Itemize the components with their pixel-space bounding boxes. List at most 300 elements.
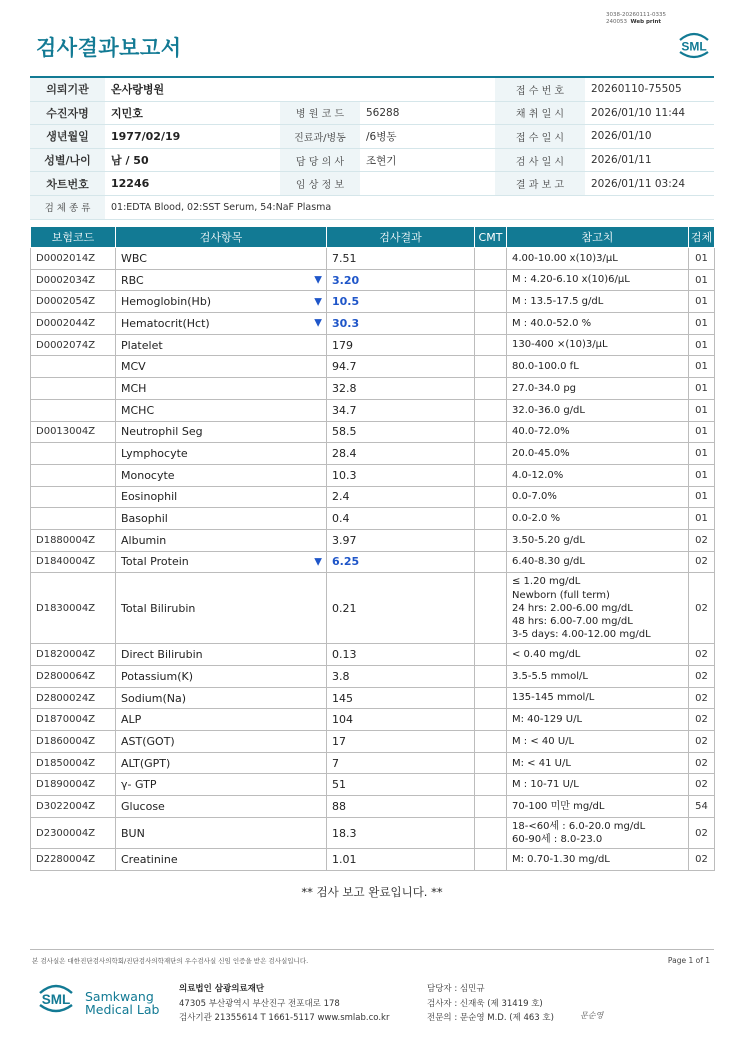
info-label: 진료과/병동 — [280, 125, 360, 149]
specimen-code: 01 — [689, 356, 715, 378]
reference-range — [507, 774, 689, 796]
cmt-cell — [475, 573, 507, 644]
result-value: 0.4 — [327, 508, 475, 530]
cmt-cell — [475, 709, 507, 731]
reference-line: 3.5-5.5 mmol/L — [512, 670, 588, 682]
staff-specialist: 전문의 : 문순영 M.D. (제 463 호) — [427, 1013, 554, 1023]
result-value: 51 — [327, 774, 475, 796]
test-item-name: Creatinine — [121, 853, 178, 867]
result-value: 18.3 — [327, 817, 475, 848]
test-item-name: MCV — [121, 360, 146, 374]
result-value: 104 — [327, 709, 475, 731]
info-label: 차트번호 — [30, 172, 105, 196]
specimen-value: 01:EDTA Blood, 02:SST Serum, 54:NaF Plasma — [105, 195, 714, 219]
test-item-name: BUN — [121, 826, 145, 840]
cmt-cell — [475, 687, 507, 709]
test-item — [116, 817, 327, 848]
org-contact: 검사기관 21355614 T 1661-5117 www.smlab.co.kr — [179, 1013, 390, 1023]
test-item-name: Direct Bilirubin — [121, 648, 203, 662]
reference-range — [507, 334, 689, 356]
result-value: 7.51 — [327, 248, 475, 270]
reference-range — [507, 313, 689, 335]
test-item — [116, 752, 327, 774]
result-value: 0.21 — [327, 573, 475, 644]
col-result: 검사결과 — [327, 227, 475, 248]
insurance-code — [31, 399, 116, 421]
reference-line: 70-100 미만 mg/dL — [512, 800, 605, 812]
specimen-code: 01 — [689, 464, 715, 486]
reference-range — [507, 644, 689, 666]
specimen-code: 02 — [689, 666, 715, 688]
insurance-code: D1850004Z — [31, 752, 116, 774]
insurance-code: D1840004Z — [31, 551, 116, 573]
specimen-code: 02 — [689, 573, 715, 644]
cmt-cell — [475, 666, 507, 688]
specimen-code: 01 — [689, 486, 715, 508]
reference-line: 32.0-36.0 g/dL — [512, 404, 585, 416]
reference-line: 6.40-8.30 g/dL — [512, 556, 585, 568]
results-header-row — [31, 227, 715, 248]
info-label — [280, 77, 360, 101]
test-item — [116, 551, 327, 573]
result-row — [31, 399, 715, 421]
test-item-name: ALT(GPT) — [121, 756, 171, 770]
info-value: 1977/02/19 — [105, 125, 280, 149]
insurance-code: D0002034Z — [31, 269, 116, 291]
reference-line: M : 13.5-17.5 g/dL — [512, 296, 604, 308]
reference-range — [507, 752, 689, 774]
info-label: 수진자명 — [30, 101, 105, 125]
result-value: 6.25 — [327, 551, 475, 573]
specimen-code: 02 — [689, 774, 715, 796]
reference-line: 4.0-12.0% — [512, 469, 564, 481]
specimen-row — [30, 195, 714, 219]
reference-line: M : 4.20-6.10 x(10)6/μL — [512, 274, 630, 286]
result-row — [31, 291, 715, 313]
result-row — [31, 573, 715, 644]
test-item-name: Potassium(K) — [121, 669, 194, 683]
brand-line1: Samkwang — [85, 989, 154, 1004]
result-row — [31, 443, 715, 465]
test-item-name: MCHC — [121, 403, 155, 417]
result-value: 3.97 — [327, 529, 475, 551]
brand-line2: Medical Lab — [85, 1002, 160, 1017]
insurance-code: D2800064Z — [31, 666, 116, 688]
result-row — [31, 796, 715, 818]
result-value: 7 — [327, 752, 475, 774]
result-value: 58.5 — [327, 421, 475, 443]
specimen-code: 02 — [689, 731, 715, 753]
reference-line: M : 40.0-52.0 % — [512, 317, 592, 329]
reference-line: 60-90세 : 8.0-23.0 — [512, 834, 603, 846]
insurance-code: D1820004Z — [31, 644, 116, 666]
specimen-code: 01 — [689, 334, 715, 356]
result-value: 2.4 — [327, 486, 475, 508]
result-value: 10.5 — [327, 291, 475, 313]
insurance-code: D0002074Z — [31, 334, 116, 356]
reference-line: ≤ 1.20 mg/dL — [512, 576, 581, 588]
test-item-name: Total Protein — [121, 555, 189, 569]
specimen-code: 54 — [689, 796, 715, 818]
organization-info — [179, 982, 389, 1026]
logo-text-bottom: SML — [41, 992, 71, 1007]
insurance-code — [31, 378, 116, 400]
result-row — [31, 313, 715, 335]
insurance-code: D1890004Z — [31, 774, 116, 796]
reference-range — [507, 508, 689, 530]
insurance-code — [31, 508, 116, 530]
reference-range — [507, 464, 689, 486]
info-label: 성별/나이 — [30, 148, 105, 172]
staff-tester: 검사자 : 신재욱 (제 31419 호) — [427, 998, 543, 1009]
test-item — [116, 508, 327, 530]
document-code — [606, 12, 666, 25]
reference-line: < 0.40 mg/dL — [512, 649, 581, 661]
reference-range — [507, 421, 689, 443]
cmt-cell — [475, 774, 507, 796]
test-item — [116, 731, 327, 753]
info-value — [360, 77, 495, 101]
specimen-code: 01 — [689, 443, 715, 465]
cmt-cell — [475, 508, 507, 530]
info-value: 2026/01/10 — [585, 125, 714, 149]
test-item — [116, 399, 327, 421]
test-item — [116, 486, 327, 508]
info-label: 결 과 보 고 — [495, 172, 585, 196]
specimen-code: 02 — [689, 849, 715, 871]
info-value: 56288 — [360, 101, 495, 125]
result-value: 17 — [327, 731, 475, 753]
cmt-cell — [475, 551, 507, 573]
specimen-code: 02 — [689, 644, 715, 666]
result-value: 88 — [327, 796, 475, 818]
reference-line: 18-<60세 : 6.0-20.0 mg/dL — [512, 820, 646, 832]
insurance-code: D0002014Z — [31, 248, 116, 270]
result-row — [31, 269, 715, 291]
cmt-cell — [475, 464, 507, 486]
low-flag-icon: ▼ — [314, 556, 322, 568]
result-value: 145 — [327, 687, 475, 709]
insurance-code — [31, 443, 116, 465]
low-flag-icon: ▼ — [314, 317, 322, 329]
result-value: 0.13 — [327, 644, 475, 666]
test-item-name: AST(GOT) — [121, 734, 175, 748]
reference-line: M : 10-71 U/L — [512, 779, 579, 791]
info-value: 조현기 — [360, 148, 495, 172]
info-value: 2026/01/11 03:24 — [585, 172, 714, 196]
test-item-name: ALP — [121, 713, 142, 727]
test-item-name: MCH — [121, 381, 147, 395]
result-value: 30.3 — [327, 313, 475, 335]
reference-line: 40.0-72.0% — [512, 426, 570, 438]
result-row — [31, 644, 715, 666]
reference-line: 3-5 days: 4.00-12.00 mg/dL — [512, 629, 651, 641]
insurance-code: D1860004Z — [31, 731, 116, 753]
cmt-cell — [475, 313, 507, 335]
cmt-cell — [475, 334, 507, 356]
test-item — [116, 334, 327, 356]
info-row — [30, 172, 714, 196]
logo-text-top: SML — [681, 39, 707, 54]
test-item-name: RBC — [121, 273, 144, 287]
result-value: 179 — [327, 334, 475, 356]
reference-range — [507, 443, 689, 465]
test-item — [116, 644, 327, 666]
insurance-code: D0002054Z — [31, 291, 116, 313]
test-item — [116, 666, 327, 688]
col-specimen: 검체 — [689, 227, 715, 248]
test-item — [116, 313, 327, 335]
specimen-code: 01 — [689, 399, 715, 421]
cmt-cell — [475, 421, 507, 443]
specimen-code: 01 — [689, 248, 715, 270]
test-item — [116, 849, 327, 871]
result-row — [31, 849, 715, 871]
reference-range — [507, 573, 689, 644]
low-flag-icon: ▼ — [314, 295, 322, 307]
specimen-code: 02 — [689, 529, 715, 551]
cmt-cell — [475, 378, 507, 400]
result-value: 3.8 — [327, 666, 475, 688]
test-item-name: Platelet — [121, 338, 163, 352]
certification-note: 본 검사실은 대한진단검사의학회/진단검사의학재단의 우수검사실 신임 인증을 받은 검사실입니다. — [32, 957, 309, 965]
test-item — [116, 796, 327, 818]
report-complete-note: ** 검사 보고 완료입니다. ** — [301, 885, 443, 899]
cmt-cell — [475, 248, 507, 270]
result-value: 94.7 — [327, 356, 475, 378]
reference-line: 130-400 ×(10)3/μL — [512, 339, 608, 351]
insurance-code: D1870004Z — [31, 709, 116, 731]
test-item — [116, 356, 327, 378]
info-value: 온사랑병원 — [105, 77, 280, 101]
result-value: 32.8 — [327, 378, 475, 400]
result-row — [31, 666, 715, 688]
test-item — [116, 687, 327, 709]
sml-logo-icon — [674, 26, 714, 62]
result-row — [31, 687, 715, 709]
insurance-code: D1830004Z — [31, 573, 116, 644]
cmt-cell — [475, 356, 507, 378]
test-item — [116, 709, 327, 731]
info-value: 12246 — [105, 172, 280, 196]
cmt-cell — [475, 752, 507, 774]
info-row — [30, 77, 714, 101]
reference-line: 135-145 mmol/L — [512, 692, 595, 704]
reference-range — [507, 399, 689, 421]
insurance-code: D0013004Z — [31, 421, 116, 443]
org-address: 47305 부산광역시 부산진구 전포대로 178 — [179, 998, 340, 1009]
test-item — [116, 269, 327, 291]
test-item — [116, 443, 327, 465]
insurance-code: D2280004Z — [31, 849, 116, 871]
specimen-code: 02 — [689, 551, 715, 573]
specimen-code: 01 — [689, 508, 715, 530]
result-row — [31, 248, 715, 270]
result-value: 1.01 — [327, 849, 475, 871]
reference-line: 3.50-5.20 g/dL — [512, 534, 585, 546]
page-number: Page 1 of 1 — [667, 956, 710, 965]
reference-line: 80.0-100.0 fL — [512, 361, 579, 373]
info-row — [30, 148, 714, 172]
reference-range — [507, 666, 689, 688]
test-item — [116, 774, 327, 796]
info-label: 의뢰기관 — [30, 77, 105, 101]
reference-line: 4.00-10.00 x(10)3/μL — [512, 252, 618, 264]
test-item-name: Basophil — [121, 512, 168, 526]
result-row — [31, 421, 715, 443]
info-value: 20260110-75505 — [585, 77, 714, 101]
reference-line: 24 hrs: 2.00-6.00 mg/dL — [512, 602, 633, 614]
test-item-name: Hematocrit(Hct) — [121, 316, 210, 330]
cmt-cell — [475, 486, 507, 508]
test-item-name: Neutrophil Seg — [121, 425, 203, 439]
document-code-line1: 3038-20260111-0335 — [606, 12, 666, 18]
reference-range — [507, 817, 689, 848]
result-row — [31, 378, 715, 400]
reference-line: M : < 40 U/L — [512, 735, 575, 747]
info-value: 2026/01/10 11:44 — [585, 101, 714, 125]
reference-range — [507, 687, 689, 709]
result-value: 10.3 — [327, 464, 475, 486]
result-row — [31, 486, 715, 508]
info-label: 생년월일 — [30, 125, 105, 149]
reference-line: 20.0-45.0% — [512, 447, 570, 459]
info-value: 2026/01/11 — [585, 148, 714, 172]
info-label: 접 수 일 시 — [495, 125, 585, 149]
test-item — [116, 529, 327, 551]
org-name: 의료법인 삼광의료재단 — [179, 984, 265, 994]
reference-range — [507, 796, 689, 818]
cmt-cell — [475, 849, 507, 871]
result-row — [31, 334, 715, 356]
specimen-code: 01 — [689, 421, 715, 443]
reference-line: 48 hrs: 6.00-7.00 mg/dL — [512, 615, 633, 627]
info-label: 검 사 일 시 — [495, 148, 585, 172]
result-row — [31, 774, 715, 796]
specimen-code: 02 — [689, 709, 715, 731]
test-item — [116, 464, 327, 486]
reference-range — [507, 291, 689, 313]
result-row — [31, 464, 715, 486]
staff-info — [427, 982, 554, 1026]
reference-line: 0.0-7.0% — [512, 491, 557, 503]
info-row — [30, 101, 714, 125]
sml-logo-icon-footer — [36, 979, 76, 1015]
low-flag-icon: ▼ — [314, 274, 322, 286]
cmt-cell — [475, 731, 507, 753]
cmt-cell — [475, 399, 507, 421]
reference-line: M: 0.70-1.30 mg/dL — [512, 853, 610, 865]
info-label: 병 원 코 드 — [280, 101, 360, 125]
reference-range — [507, 709, 689, 731]
reference-range — [507, 529, 689, 551]
test-item — [116, 573, 327, 644]
info-label: 임 상 정 보 — [280, 172, 360, 196]
col-reference: 참고치 — [507, 227, 689, 248]
cmt-cell — [475, 796, 507, 818]
info-value: /6병동 — [360, 125, 495, 149]
reference-range — [507, 731, 689, 753]
test-item-name: Hemoglobin(Hb) — [121, 295, 212, 309]
cmt-cell — [475, 817, 507, 848]
test-item-name: Total Bilirubin — [121, 601, 196, 615]
col-test-item: 검사항목 — [116, 227, 327, 248]
specimen-code: 02 — [689, 752, 715, 774]
info-label: 채 취 일 시 — [495, 101, 585, 125]
reference-range — [507, 378, 689, 400]
result-value: 28.4 — [327, 443, 475, 465]
test-item — [116, 421, 327, 443]
insurance-code: D2300004Z — [31, 817, 116, 848]
report-title: 검사결과보고서 — [36, 36, 182, 60]
reference-range — [507, 486, 689, 508]
reference-range — [507, 551, 689, 573]
result-row — [31, 529, 715, 551]
specimen-code: 01 — [689, 378, 715, 400]
result-row — [31, 752, 715, 774]
test-item-name: Eosinophil — [121, 490, 178, 504]
specimen-code: 01 — [689, 313, 715, 335]
result-row — [31, 356, 715, 378]
specimen-code: 01 — [689, 269, 715, 291]
staff-manager: 담당자 : 심민규 — [427, 984, 485, 994]
insurance-code — [31, 464, 116, 486]
info-label: 담 당 의 사 — [280, 148, 360, 172]
test-item-name: Glucose — [121, 799, 165, 813]
reference-line: 27.0-34.0 pg — [512, 382, 577, 394]
info-row — [30, 125, 714, 149]
info-label: 접 수 번 호 — [495, 77, 585, 101]
result-row — [31, 709, 715, 731]
insurance-code — [31, 356, 116, 378]
reference-line: 0.0-2.0 % — [512, 512, 561, 524]
cmt-cell — [475, 644, 507, 666]
specimen-label: 검 체 종 류 — [30, 195, 105, 219]
patient-info-table — [30, 76, 714, 220]
test-item — [116, 378, 327, 400]
insurance-code: D3022004Z — [31, 796, 116, 818]
result-row — [31, 508, 715, 530]
result-value: 34.7 — [327, 399, 475, 421]
test-item-name: Sodium(Na) — [121, 691, 186, 705]
test-item-name: Albumin — [121, 533, 167, 547]
insurance-code: D2800024Z — [31, 687, 116, 709]
result-value: 3.20 — [327, 269, 475, 291]
reference-line: M: < 41 U/L — [512, 757, 571, 769]
result-row — [31, 551, 715, 573]
test-item — [116, 291, 327, 313]
result-row — [31, 817, 715, 848]
insurance-code — [31, 486, 116, 508]
signature: 문순영 — [580, 1011, 604, 1020]
insurance-code: D0002044Z — [31, 313, 116, 335]
cmt-cell — [475, 269, 507, 291]
test-item — [116, 248, 327, 270]
test-item-name: γ- GTP — [121, 778, 157, 792]
specimen-code: 02 — [689, 817, 715, 848]
test-item-name: Monocyte — [121, 468, 175, 482]
specimen-code: 01 — [689, 291, 715, 313]
cmt-cell — [475, 529, 507, 551]
brand-name — [85, 990, 159, 1016]
reference-line: Newborn (full term) — [512, 589, 610, 601]
reference-line: M: 40-129 U/L — [512, 714, 583, 726]
insurance-code: D1880004Z — [31, 529, 116, 551]
footer-divider — [30, 949, 714, 950]
reference-range — [507, 248, 689, 270]
reference-range — [507, 356, 689, 378]
cmt-cell — [475, 443, 507, 465]
